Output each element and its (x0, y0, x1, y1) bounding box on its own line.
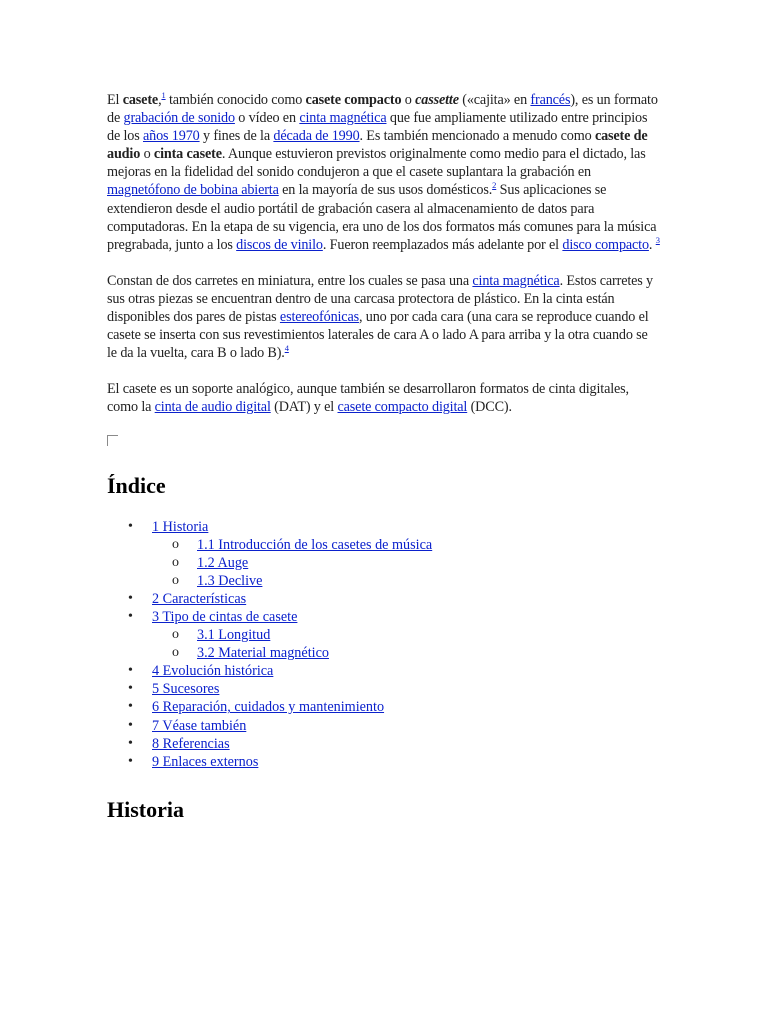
toc-link-caracteristicas[interactable]: 2 Características (152, 590, 247, 607)
toc-item-material-magnetico (152, 644, 660, 662)
toc-item-introduccion (152, 536, 660, 554)
bullet-icon: • (128, 735, 133, 751)
toc-item-caracteristicas (107, 590, 660, 608)
sub-bullet-icon: o (172, 554, 179, 570)
toc-item-referencias (107, 735, 660, 753)
toc-link-auge[interactable]: 1.2 Auge (197, 554, 249, 571)
toc-item-sucesores (107, 680, 660, 698)
toc-link-sucesores[interactable]: 5 Sucesores (152, 681, 220, 698)
link-casete-compacto-digital[interactable]: casete compacto digital (337, 399, 468, 416)
sub-bullet-icon: o (172, 645, 179, 661)
reference-3 (656, 235, 660, 245)
bold-term-casete: casete (122, 92, 159, 108)
link-anos-1970[interactable]: años 1970 (143, 128, 200, 145)
toc-item-auge (152, 554, 660, 572)
bold-italic-term-cassette: cassette (415, 92, 459, 108)
bullet-icon: • (128, 518, 133, 534)
sub-bullet-icon: o (172, 572, 179, 588)
structure-paragraph: Constan de dos carretes en miniatura, entre los cuales se pasa una cinta magnética. Estos carretes y sus otras piezas se encuentran dentro de una carcasa protectora de plástico. En la cinta están disponibles dos pares de pistas estereofónicas, uno por cada cara (una cara se reproduce cuando el casete se inserta con sus revestimientos laterales de cara A o lado A para arriba y la otra cuando se le da la vuelta, cara B o lado B).$^4$ (107, 272, 654, 362)
table-of-contents (107, 518, 660, 771)
broken-image-placeholder-icon (107, 435, 118, 446)
link-magnetofono-de-bobina-abierta[interactable]: magnetófono de bobina abierta (107, 182, 279, 199)
section-heading-historia: Historia (107, 796, 184, 822)
intro-paragraph: El casete,$^1$ también conocido como casete compacto o cassette («cajita» en francés), es un formato de grabación de sonido o vídeo en cinta magnética que fue ampliamente utilizado entre principios de los años 1970 y fines de la década de 1990. Es también mencionado a menudo como casete de audio o cinta casete. Aunque estuvieron previstos originalmente como medio para el dictado, las mejoras en la fidelidad del sonido condujeron a que el casete suplantara la grabación en magnetófono de bobina abierta en la mayoría de sus usos domésticos.$^2$ Sus aplicaciones se extendieron desde el audio portátil de grabación casera al almacenamiento de datos para computadoras. En la etapa de su vigencia, era uno de los dos formatos más comunes para la música pregrabada, junto a los discos de vinilo. Fueron reemplazados más adelante por el disco compacto. $^3$ (107, 90, 660, 253)
toc-link-introduccion[interactable]: 1.1 Introducción de los casetes de música (197, 536, 433, 553)
toc-link-tipo-de-cintas[interactable]: 3 Tipo de cintas de casete (152, 608, 298, 625)
toc-link-evolucion[interactable]: 4 Evolución histórica (152, 663, 274, 680)
bullet-icon: • (128, 681, 133, 697)
link-estereofonicas[interactable]: estereofónicas (279, 309, 359, 326)
toc-item-evolucion (107, 662, 660, 680)
link-cinta-magnetica-2[interactable]: cinta magnética (472, 272, 560, 289)
link-frances[interactable]: francés (530, 92, 571, 108)
bullet-icon: • (128, 608, 133, 624)
toc-item-tipo-de-cintas (107, 608, 660, 662)
bullet-icon: • (128, 699, 133, 715)
toc-link-longitud[interactable]: 3.1 Longitud (197, 627, 271, 644)
toc-title: Índice (107, 472, 166, 498)
toc-item-declive (152, 572, 660, 590)
toc-link-enlaces-externos[interactable]: 9 Enlaces externos (152, 753, 259, 770)
toc-link-reparacion[interactable]: 6 Reparación, cuidados y mantenimiento (152, 699, 385, 716)
sub-bullet-icon: o (172, 536, 179, 552)
bullet-icon: • (128, 590, 133, 606)
bullet-icon: • (128, 717, 133, 733)
article-body (107, 91, 660, 823)
reference-link-1[interactable]: 1 (161, 90, 166, 100)
toc-item-enlaces-externos (107, 753, 660, 771)
link-discos-de-vinilo[interactable]: discos de vinilo (236, 236, 323, 253)
toc-sublist-tipo-de-cintas (152, 626, 660, 662)
link-disco-compacto[interactable]: disco compacto (562, 236, 649, 253)
toc-item-vease-tambien (107, 717, 660, 735)
link-cinta-magnetica[interactable]: cinta magnética (299, 110, 387, 127)
toc-link-material-magnetico[interactable]: 3.2 Material magnético (197, 645, 329, 662)
bold-term-casete-de-audio: casete de audio (107, 128, 648, 163)
bold-term-casete-compacto: casete compacto (305, 92, 402, 108)
bullet-icon: • (128, 663, 133, 679)
toc-sublist-historia (152, 536, 660, 590)
bold-term-cinta-casete: cinta casete (153, 146, 222, 163)
sub-bullet-icon: o (172, 627, 179, 643)
reference-4 (285, 343, 289, 353)
toc-link-vease-tambien[interactable]: 7 Véase también (152, 717, 247, 734)
toc-link-declive[interactable]: 1.3 Declive (197, 572, 263, 589)
link-decada-de-1990[interactable]: década de 1990 (273, 128, 360, 145)
toc-item-longitud (152, 626, 660, 644)
link-grabacion-de-sonido[interactable]: grabación de sonido (123, 110, 235, 127)
reference-link-4[interactable]: 4 (284, 343, 289, 354)
link-cinta-de-audio-digital[interactable]: cinta de audio digital (154, 399, 271, 416)
toc-item-historia (107, 518, 660, 590)
bullet-icon: • (128, 753, 133, 769)
reference-link-3[interactable]: 3 (655, 234, 660, 245)
toc-item-reparacion (107, 698, 660, 716)
reference-link-2[interactable]: 2 (492, 180, 497, 191)
digital-formats-paragraph: El casete es un soporte analógico, aunque también se desarrollaron formatos de cinta digitales, como la cinta de audio digital (DAT) y el casete compacto digital (DCC). (107, 381, 629, 416)
toc-link-referencias[interactable]: 8 Referencias (152, 735, 230, 752)
toc-link-historia[interactable]: 1 Historia (152, 518, 209, 535)
